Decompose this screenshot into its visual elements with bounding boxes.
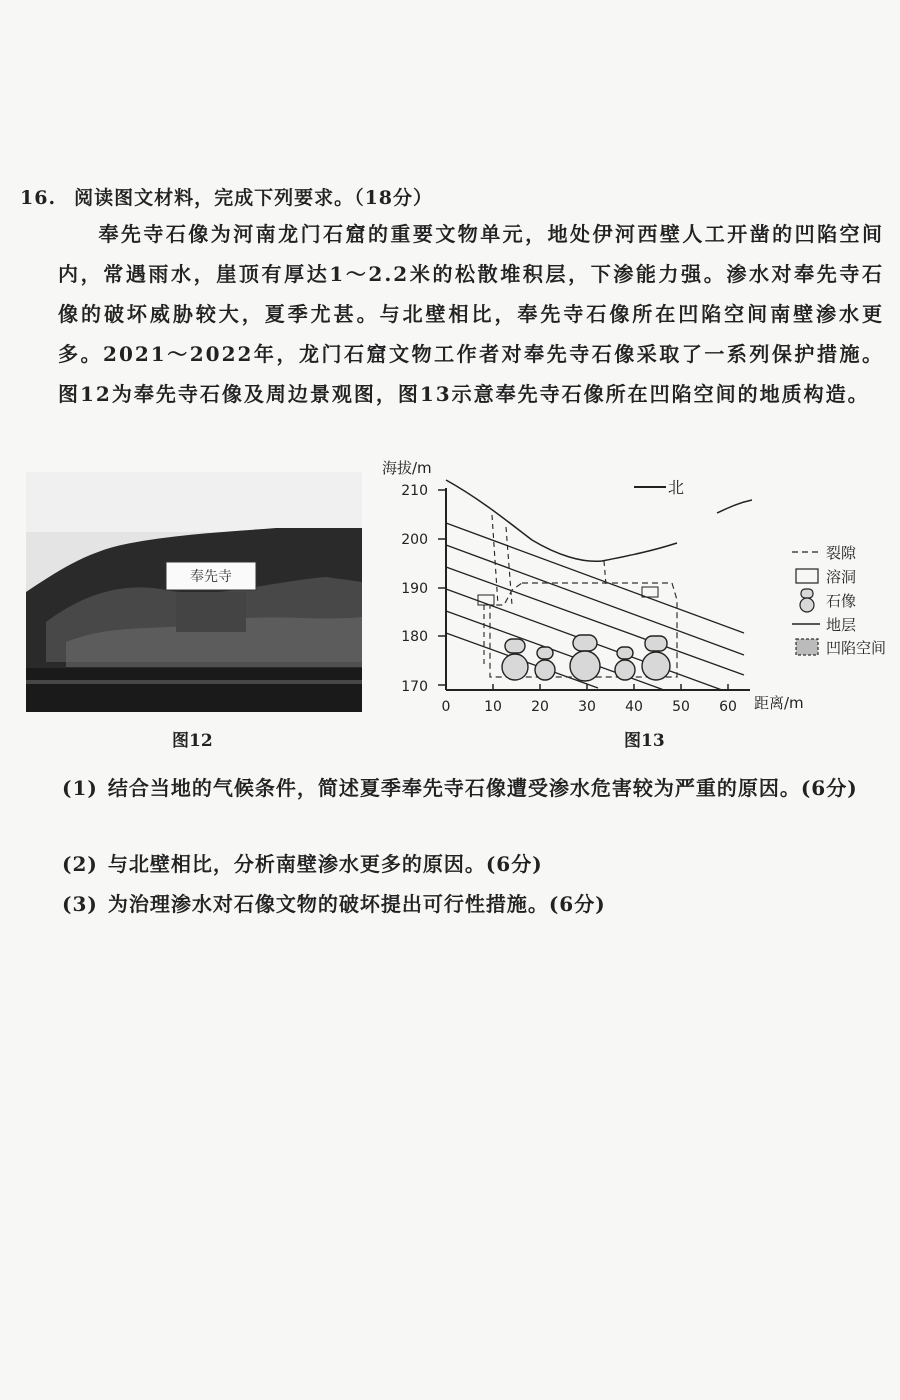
cave-icon (796, 569, 818, 583)
legend-label: 凹陷空间 (826, 639, 887, 657)
material-text: 奉先寺石像为河南龙门石窟的重要文物单元，地处伊河西壁人工开凿的凹陷空间内，常遇雨水，崖顶有厚达1～2.2米的松散堆积层，下渗能力强。渗水对奉先寺石像的破坏威胁较大，夏季尤甚。与北壁相比，奉先寺石像所在凹陷空间南壁渗水更多。2021～2022年，龙门石窟文物工作者对奉先寺石像采取了一系列保护措施。图12为奉先寺石像及周边景观图，图13示意奉先寺石像所在凹陷空间的地质构造。 (58, 222, 884, 406)
legend (792, 544, 886, 657)
statue-icon (642, 636, 670, 680)
y-tick: 170 (401, 679, 428, 695)
x-tick: 0 (441, 699, 451, 715)
figure12-photo (26, 472, 362, 712)
legend-item-fracture (792, 544, 857, 562)
figure13-caption: 图13 (624, 731, 665, 751)
subquestion-text: 结合当地的气候条件，简述夏季奉先寺石像遭受渗水危害较为严重的原因。 (107, 776, 801, 800)
ground-surface (446, 480, 677, 561)
legend-label: 溶洞 (826, 568, 857, 586)
subquestion-index: (1) (62, 776, 98, 800)
landscape-photo (26, 472, 362, 712)
recess-icon (796, 639, 818, 655)
question-number: 16. (20, 187, 57, 209)
figure12-caption: 图12 (172, 731, 213, 751)
y-axis-label: 海拔/m (382, 459, 432, 477)
question-instruction: 阅读图文材料，完成下列要求。（18分） (74, 187, 434, 209)
subquestion-index: (2) (62, 852, 98, 876)
subquestion-score: (6分) (800, 776, 858, 800)
question-heading (20, 183, 433, 210)
legend-item-recess (796, 639, 886, 657)
subquestion-score: (6分) (485, 852, 543, 876)
statue-icon (502, 639, 528, 680)
legend-item-stratum (792, 616, 856, 634)
x-axis-label: 距离/m (754, 694, 804, 712)
subquestion-score: (6分) (548, 892, 606, 916)
legend-label: 地层 (826, 616, 857, 634)
subquestion-index: (3) (62, 892, 98, 916)
figure13 (372, 455, 898, 720)
legend-item-cave (796, 568, 856, 586)
statue-icon (570, 635, 600, 681)
photo-sign-text: 奉先寺 (190, 569, 232, 585)
x-tick: 50 (672, 699, 690, 715)
cave-icon (642, 587, 658, 597)
material-paragraph (58, 214, 884, 414)
x-tick: 60 (719, 699, 737, 715)
x-tick: 20 (531, 699, 549, 715)
subquestion-1 (62, 772, 858, 801)
legend-label: 裂隙 (826, 544, 857, 562)
y-tick: 180 (401, 629, 428, 645)
y-tick: 200 (401, 532, 428, 548)
statue-icon (801, 589, 813, 598)
statue-icon (615, 647, 635, 680)
north-label: 北 (668, 478, 685, 497)
x-tick: 40 (625, 699, 643, 715)
statue-icon (535, 647, 555, 680)
legend-label: 石像 (826, 592, 857, 610)
x-tick: 10 (484, 699, 502, 715)
subquestion-3 (62, 888, 606, 917)
x-tick: 30 (578, 699, 596, 715)
y-tick: 190 (401, 581, 428, 597)
y-tick: 210 (401, 483, 428, 499)
subquestion-2 (62, 848, 543, 877)
subquestion-text: 为治理渗水对石像文物的破坏提出可行性措施。 (107, 892, 549, 916)
legend-item-statue (800, 589, 856, 612)
subquestion-text: 与北壁相比，分析南壁渗水更多的原因。 (107, 852, 486, 876)
